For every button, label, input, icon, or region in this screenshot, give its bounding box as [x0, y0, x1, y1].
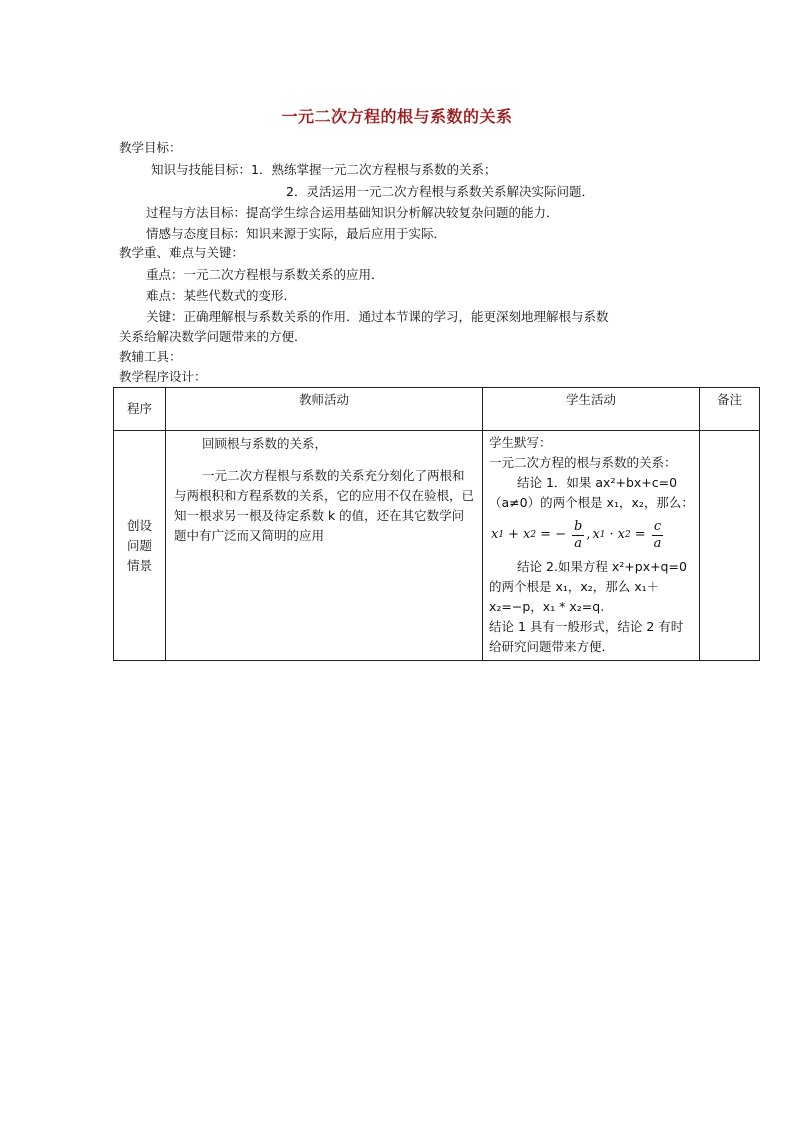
key-point-key-line-1: 关键：正确理解根与系数关系的作用．通过本节课的学习，能更深刻地理解根与系数: [146, 309, 609, 324]
objectives-heading: 教学目标：: [119, 140, 182, 155]
fraction-c-over-a: [652, 519, 664, 552]
key-point-focus: 重点：一元二次方程根与系数关系的应用．: [146, 267, 384, 282]
formula-sub-2: 2: [530, 530, 537, 540]
formula-plus: +: [508, 527, 519, 542]
student-line-dictation: 学生默写：: [489, 435, 552, 450]
fraction-numerator-b: b: [573, 518, 583, 534]
header-note: 备注: [700, 388, 760, 431]
key-points-heading: 教学重、难点与关键：: [119, 245, 245, 260]
formula-x1-product: x: [592, 527, 600, 542]
teacher-activity-cell: [166, 431, 483, 661]
formula-dot: ·: [609, 527, 614, 542]
tools-heading: 教辅工具：: [119, 349, 182, 364]
teacher-paragraph-1: 回顾根与系数的关系，: [202, 436, 328, 451]
student-conclusion-1: 结论 1．如果 ax²+bx+c=0（a≠0）的两个根是 x₁，x₂，那么：: [489, 475, 694, 510]
formula-sub-1-product: 1: [599, 530, 606, 540]
stage-line-1: 创设: [126, 517, 152, 533]
key-point-key-line-2: 关系给解决数学问题带来的方便．: [119, 329, 307, 344]
formula-x2: x: [522, 527, 531, 542]
fraction-denominator-a-2: a: [653, 535, 662, 551]
objective-process: 过程与方法目标：提高学生综合运用基础知识分析解决较复杂问题的能力．: [146, 205, 559, 220]
fraction-numerator-c: c: [653, 518, 662, 534]
header-teacher-activity: 教师活动: [166, 388, 483, 431]
table-row: [114, 431, 760, 661]
stage-line-3: 情景: [126, 557, 152, 573]
note-cell: [700, 431, 760, 661]
key-point-difficulty: 难点：某些代数式的变形．: [146, 288, 297, 303]
student-line-relation: 一元二次方程的根与系数的关系：: [489, 455, 677, 470]
fraction-b-over-a: [572, 519, 584, 552]
stage-cell: [114, 431, 166, 661]
formula-sub-2-product: 2: [625, 530, 631, 540]
fraction-denominator-a: a: [574, 535, 583, 551]
formula-equals-minus: = −: [540, 527, 566, 542]
formula-x2-product: x: [617, 527, 626, 542]
formula-equals: =: [634, 527, 646, 542]
header-student-activity: 学生活动: [483, 388, 700, 431]
student-summary: 结论 1 具有一般形式，结论 2 有时给研究问题带来方便．: [489, 619, 684, 654]
objective-emotion: 情感与态度目标：知识来源于实际，最后应用于实际．: [146, 226, 447, 241]
vieta-formula: [489, 513, 694, 557]
formula-x1: x: [491, 527, 499, 542]
formula-comma: ,: [586, 527, 591, 542]
formula-sub-1: 1: [498, 530, 505, 540]
page-title: 一元二次方程的根与系数的关系: [281, 107, 513, 126]
student-activity-cell: [483, 431, 700, 661]
objective-knowledge-1: 知识与技能目标：1．熟练掌握一元二次方程根与系数的关系；: [151, 162, 497, 177]
objective-knowledge-2: 2．灵活运用一元二次方程根与系数关系解决实际问题．: [286, 184, 594, 199]
header-stage: 程序: [114, 388, 166, 431]
table-header-row: [114, 388, 760, 431]
lesson-table: [113, 387, 760, 661]
stage-line-2: 问题: [126, 537, 152, 553]
student-conclusion-2: 结论 2.如果方程 x²+px+q=0 的两个根是 x₁，x₂，那么 x₁＋x₂=−p，x₁ * x₂=q.: [489, 559, 687, 614]
teacher-paragraph-2: 一元二次方程根与系数的关系充分刻化了两根和与两根积和方程系数的关系，它的应用不仅在验根，已知一根求另一根及待定系数 k 的值，还在其它数学问题中有广泛而又简明的应用: [174, 468, 475, 543]
design-heading: 教学程序设计：: [119, 369, 207, 384]
